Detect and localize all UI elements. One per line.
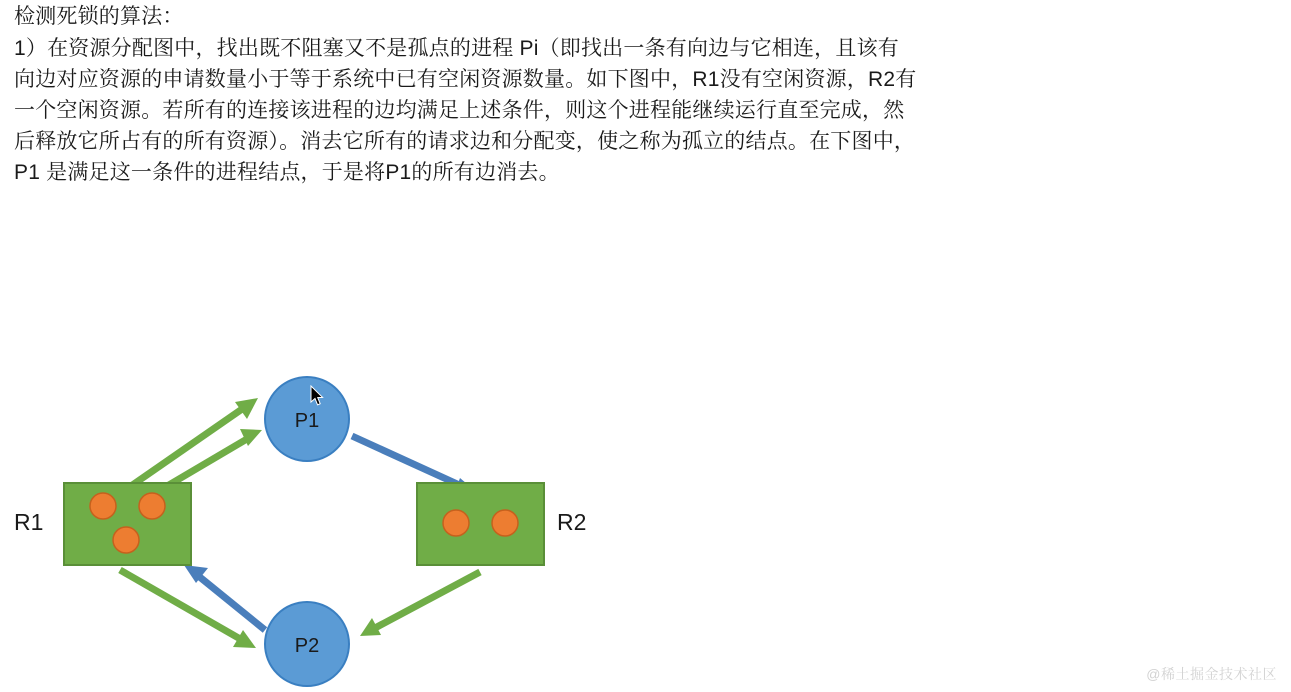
resource-instance-dot — [443, 510, 469, 536]
resource-instance-dot — [113, 527, 139, 553]
document-text — [14, 2, 1276, 188]
edge-p2-to-r1 — [184, 565, 265, 630]
paragraph-line: 后释放它所占有的所有资源）。消去它所有的请求边和分配变，使之称为孤立的结点。在下图中， — [14, 130, 916, 153]
resource-instance-dot — [492, 510, 518, 536]
resource-instance-dot — [90, 493, 116, 519]
process-label-p2: P2 — [294, 635, 320, 657]
resource-label-r2: R2 — [557, 509, 587, 535]
paragraph-line: 向边对应资源的申请数量小于等于系统中已有空闲资源数量。如下图中，R1没有空闲资源，R2有 — [14, 68, 917, 91]
process-label-p1: P1 — [294, 410, 320, 432]
paragraph-line: 1）在资源分配图中，找出既不阻塞又不是孤点的进程 Pi（即找出一条有向边与它相连，且该有 — [14, 37, 899, 60]
resource-node-r2[interactable] — [417, 483, 544, 565]
resource-allocation-diagram — [0, 330, 700, 692]
paragraph-line: P1 是满足这一条件的进程结点，于是将P1的所有边消去。 — [14, 161, 560, 184]
watermark: @稀土掘金技术社区 — [1146, 666, 1277, 682]
paragraph-line: 一个空闲资源。若所有的连接该进程的边均满足上述条件，则这个进程能继续运行直至完成，然 — [14, 99, 905, 122]
process-node-p1[interactable] — [265, 377, 349, 461]
process-node-p2[interactable] — [265, 602, 349, 686]
page-title: 检测死锁的算法： — [14, 5, 184, 28]
resource-label-r1: R1 — [14, 509, 44, 535]
edge-r2-to-p2 — [360, 572, 480, 636]
resource-node-r1[interactable] — [64, 483, 191, 565]
resource-instance-dot — [139, 493, 165, 519]
body-paragraph — [14, 33, 1276, 188]
